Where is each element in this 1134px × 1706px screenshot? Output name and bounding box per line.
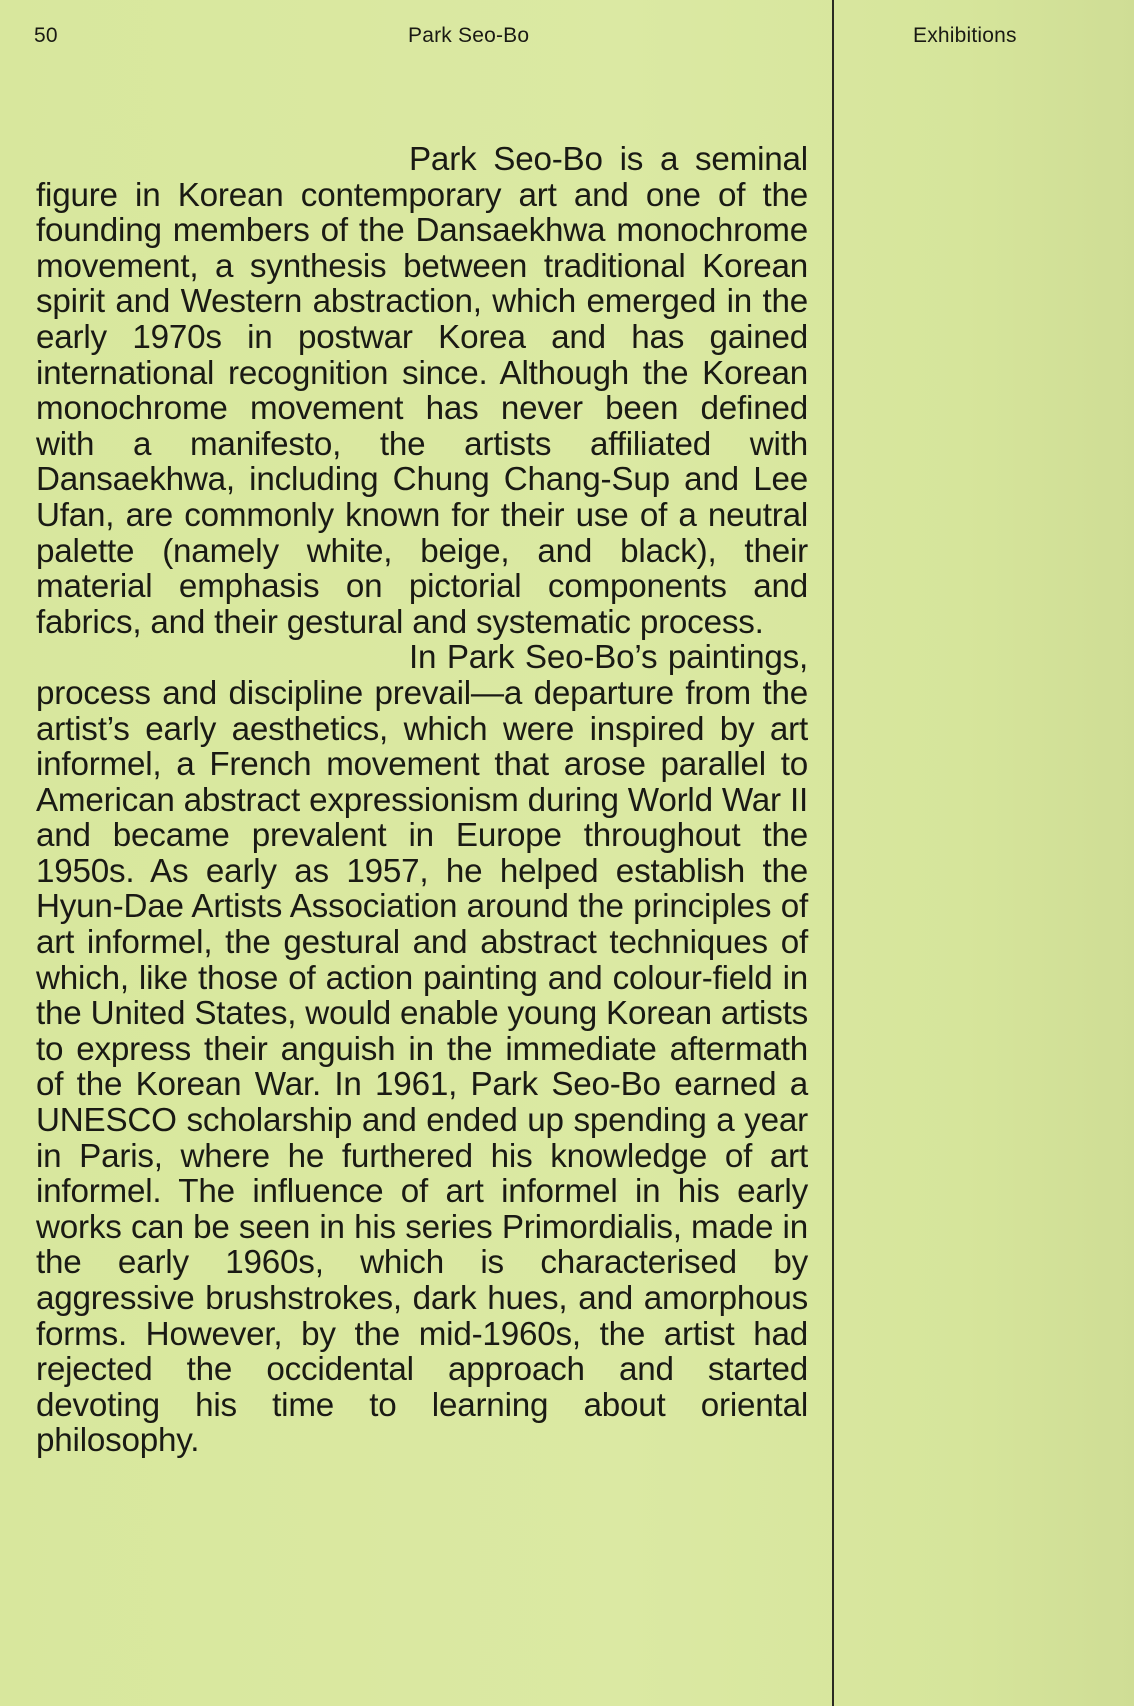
article-body bbox=[36, 142, 808, 1459]
page-number: 50 bbox=[34, 24, 58, 47]
paragraph-2: In Park Seo-Bo’s paintings, process and discipline prevail—a departure from the artist’s early aesthetics, which were inspired by art informel, a French movement that arose parallel to American abstract expressionism during World War II and became prevalent in Europe throughout the 1950s. As early as 1957, he helped establish the Hyun-Dae Artists Association around the principles of art informel, the gestural and abstract techniques of which, like those of action painting and colour-field in the United States, would enable young Korean artists to express their anguish in the immediate aftermath of the Korean War. In 1961, Park Seo-Bo earned a UNESCO scholarship and ended up spending a year in Paris, where he furthered his knowledge of art informel. The influence of art informel in his early works can be seen in his series Primordialis, made in the early 1960s, which is characterised by aggressive brushstrokes, dark hues, and amorphous forms. However, by the mid-1960s, the artist had rejected the occidental approach and started devoting his time to learning about oriental philosophy. bbox=[36, 639, 808, 1460]
paragraph-1: Park Seo-Bo is a seminal figure in Korean contemporary art and one of the founding members of the Dansaekhwa monochrome movement, a synthesis between traditional Korean spirit and Western abstraction, which emerged in the early 1970s in postwar Korea and has gained international recognition since. Although the Korean monochrome movement has never been defined with a manifesto, the artists affiliated with Dansaekhwa, including Chung Chang-Sup and Lee Ufan, are commonly known for their use of a neutral palette (namely white, beige, and black), their material emphasis on pictorial components and fabrics, and their gestural and systematic process. bbox=[36, 141, 808, 641]
section-title: Exhibitions bbox=[913, 24, 1017, 47]
running-title: Park Seo-Bo bbox=[408, 24, 530, 47]
column-divider bbox=[832, 0, 834, 1706]
